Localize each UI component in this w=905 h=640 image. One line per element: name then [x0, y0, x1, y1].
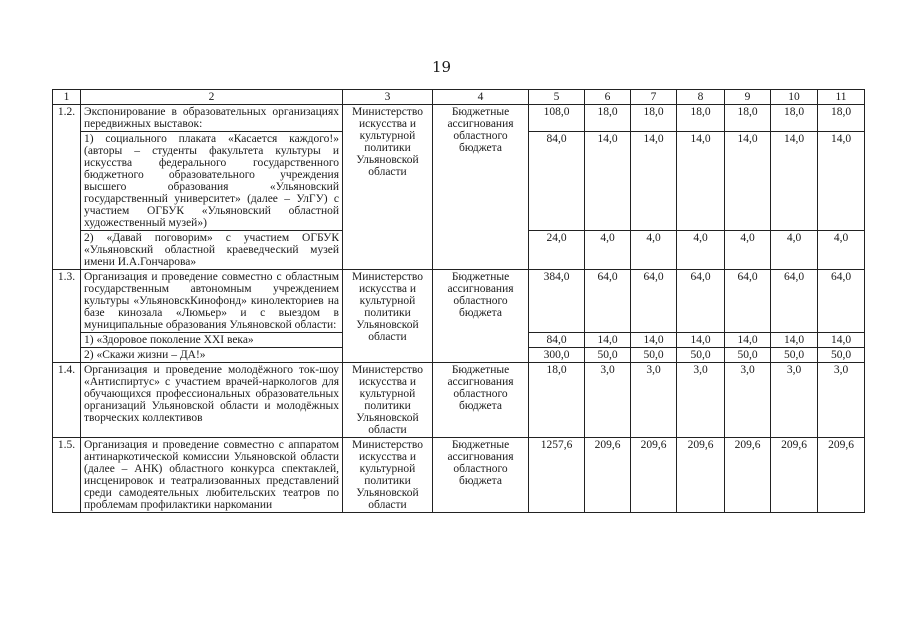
header-cell: 7 [631, 90, 677, 105]
table-row [53, 438, 865, 513]
header-cell: 1 [53, 90, 81, 105]
value-cell: 300,0 [529, 348, 585, 363]
funding-source-cell: Бюджетные ассигнования областного бюджета [433, 438, 529, 513]
value-cell: 14,0 [585, 132, 631, 231]
value-cell: 4,0 [677, 231, 725, 270]
value-cell: 4,0 [631, 231, 677, 270]
header-cell: 11 [818, 90, 865, 105]
table-row [53, 105, 865, 132]
value-cell: 3,0 [677, 363, 725, 438]
value-cell: 3,0 [771, 363, 818, 438]
value-cell: 14,0 [631, 132, 677, 231]
value-cell: 24,0 [529, 231, 585, 270]
value-cell: 84,0 [529, 132, 585, 231]
value-cell: 50,0 [631, 348, 677, 363]
value-cell: 18,0 [818, 105, 865, 132]
value-cell: 14,0 [818, 132, 865, 231]
value-cell: 14,0 [771, 132, 818, 231]
activity-text: 2) «Давай поговорим» с участием ОГБУК «Ульяновский областной краеведческий музей имени И.А.Гончарова» [81, 231, 343, 270]
value-cell: 14,0 [725, 132, 771, 231]
value-cell: 14,0 [725, 333, 771, 348]
value-cell: 209,6 [725, 438, 771, 513]
value-cell: 4,0 [585, 231, 631, 270]
value-cell: 1257,6 [529, 438, 585, 513]
value-cell: 84,0 [529, 333, 585, 348]
value-cell: 108,0 [529, 105, 585, 132]
row-number: 1.5. [53, 438, 81, 513]
value-cell: 4,0 [725, 231, 771, 270]
executor-cell: Министерство искусства и культурной политики Ульяновской области [343, 105, 433, 270]
value-cell: 64,0 [771, 270, 818, 333]
value-cell: 64,0 [585, 270, 631, 333]
page-number: 19 [432, 58, 452, 76]
activity-text: 1) социального плаката «Касается каждого!» (авторы – студенты факультета культуры и искусства федерального государственного бюджетного образовательного учреждения высшего образования «Ульяновский государственный университет» (далее – УлГУ) с участием ОГБУК «Ульяновский областной художественный музей») [81, 132, 343, 231]
value-cell: 18,0 [725, 105, 771, 132]
budget-table [52, 89, 865, 513]
activity-text: Организация и проведение молодёжного ток-шоу «Антиспиртус» с участием врачей-наркологов для обучающихся профессиональных образовательных организаций Ульяновской области и молодёжных творческих коллективов [81, 363, 343, 438]
value-cell: 64,0 [631, 270, 677, 333]
header-cell: 3 [343, 90, 433, 105]
value-cell: 18,0 [529, 363, 585, 438]
value-cell: 4,0 [771, 231, 818, 270]
activity-text: Организация и проведение совместно с областным государственным автономным учреждением культуры «УльяновскКинофонд» кинолекториев на базе кинозала «Люмьер» и с выездом в муниципальные образования Ульяновской области: [81, 270, 343, 333]
value-cell: 50,0 [677, 348, 725, 363]
table-row [53, 270, 865, 333]
executor-cell: Министерство искусства и культурной политики Ульяновской области [343, 438, 433, 513]
value-cell: 50,0 [725, 348, 771, 363]
row-number: 1.3. [53, 270, 81, 363]
row-number: 1.2. [53, 105, 81, 270]
executor-cell: Министерство искусства и культурной политики Ульяновской области [343, 270, 433, 363]
activity-text: 1) «Здоровое поколение XXI века» [81, 333, 343, 348]
value-cell: 209,6 [585, 438, 631, 513]
value-cell: 209,6 [818, 438, 865, 513]
header-row [53, 90, 865, 105]
header-cell: 6 [585, 90, 631, 105]
value-cell: 3,0 [631, 363, 677, 438]
value-cell: 209,6 [631, 438, 677, 513]
value-cell: 14,0 [677, 333, 725, 348]
value-cell: 14,0 [771, 333, 818, 348]
row-number: 1.4. [53, 363, 81, 438]
table-row [53, 363, 865, 438]
value-cell: 14,0 [585, 333, 631, 348]
value-cell: 50,0 [771, 348, 818, 363]
value-cell: 209,6 [677, 438, 725, 513]
header-cell: 8 [677, 90, 725, 105]
funding-source-cell: Бюджетные ассигнования областного бюджета [433, 270, 529, 363]
value-cell: 384,0 [529, 270, 585, 333]
header-cell: 5 [529, 90, 585, 105]
value-cell: 3,0 [818, 363, 865, 438]
value-cell: 14,0 [631, 333, 677, 348]
header-cell: 9 [725, 90, 771, 105]
activity-text: Экспонирование в образовательных организациях передвижных выставок: [81, 105, 343, 132]
header-cell: 2 [81, 90, 343, 105]
value-cell: 3,0 [585, 363, 631, 438]
value-cell: 14,0 [818, 333, 865, 348]
header-cell: 10 [771, 90, 818, 105]
executor-cell: Министерство искусства и культурной политики Ульяновской области [343, 363, 433, 438]
header-cell: 4 [433, 90, 529, 105]
value-cell: 18,0 [585, 105, 631, 132]
value-cell: 209,6 [771, 438, 818, 513]
funding-source-cell: Бюджетные ассигнования областного бюджета [433, 105, 529, 270]
value-cell: 50,0 [818, 348, 865, 363]
activity-text: Организация и проведение совместно с аппаратом антинаркотической комиссии Ульяновской области (далее – АНК) областного конкурса спектаклей, инсценировок и театрализованных представлений среди самодеятельных любительских театров по проблемам профилактики наркомании [81, 438, 343, 513]
value-cell: 64,0 [677, 270, 725, 333]
value-cell: 14,0 [677, 132, 725, 231]
value-cell: 50,0 [585, 348, 631, 363]
value-cell: 64,0 [725, 270, 771, 333]
value-cell: 3,0 [725, 363, 771, 438]
value-cell: 18,0 [631, 105, 677, 132]
value-cell: 18,0 [771, 105, 818, 132]
activity-text: 2) «Скажи жизни – ДА!» [81, 348, 343, 363]
value-cell: 64,0 [818, 270, 865, 333]
funding-source-cell: Бюджетные ассигнования областного бюджета [433, 363, 529, 438]
value-cell: 4,0 [818, 231, 865, 270]
value-cell: 18,0 [677, 105, 725, 132]
